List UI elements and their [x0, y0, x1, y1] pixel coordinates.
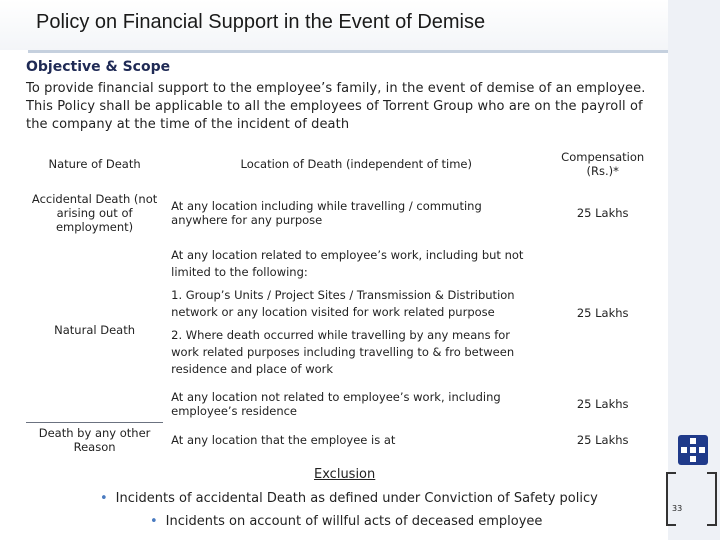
- table-row: [26, 239, 656, 386]
- table-row: [26, 187, 656, 239]
- exclusion-heading: Exclusion: [314, 467, 376, 482]
- location-natural-nonwork: At any location not related to employee’s work, including employee’s residence: [171, 390, 501, 418]
- header-compensation: Compensation (Rs.)*: [561, 150, 645, 178]
- location-natural-work: [163, 239, 549, 386]
- location-accidental: At any location including while travelling / commuting anywhere for any purpose: [171, 199, 482, 227]
- compensation-table: [26, 141, 656, 458]
- exclusion-item: [100, 491, 598, 506]
- table-row: [26, 422, 656, 458]
- compensation-natural-nonwork: 25 Lakhs: [576, 397, 629, 411]
- page-number: 33: [672, 504, 683, 513]
- bullet-icon: •: [100, 491, 108, 506]
- location-other: At any location that the employee is at: [171, 433, 396, 447]
- page-bracket-right: [707, 472, 717, 526]
- page-bracket-left: [666, 472, 676, 526]
- exclusion-text: Incidents of accidental Death as defined under Conviction of Safety policy: [115, 491, 598, 506]
- objective-body: To provide financial support to the employee’s family, in the event of demise of an employee. This Policy shall be applicable to all the employees of Torrent Group who are on the payroll of the company at the time of the incident of death: [26, 81, 646, 132]
- location-natural-point1: 1. Group’s Units / Project Sites / Transmission & Distribution network or any location visited for work related purpose: [171, 288, 515, 319]
- header-nature: Nature of Death: [48, 157, 141, 171]
- exclusion-text: Incidents on account of willful acts of deceased employee: [165, 514, 543, 529]
- location-natural-point2: 2. Where death occurred while travelling by any means for work related purposes including travelling to & fro between residence and place of work: [171, 328, 515, 376]
- bullet-icon: •: [150, 514, 158, 529]
- nature-other: Death by any other Reason: [38, 426, 151, 455]
- table-header-row: [26, 141, 656, 187]
- exclusion-item: [150, 514, 542, 529]
- objective-heading: Objective & Scope: [26, 59, 171, 75]
- nature-natural: Natural Death: [26, 239, 163, 422]
- slide-title: Policy on Financial Support in the Event of Demise: [36, 11, 486, 33]
- compensation-natural-work: 25 Lakhs: [576, 305, 629, 320]
- location-natural-intro: At any location related to employee’s work, including but not limited to the following:: [171, 248, 524, 279]
- title-divider: [28, 50, 668, 53]
- nature-accidental: Accidental Death (not arising out of employment): [31, 192, 158, 234]
- torrent-logo-icon: [678, 435, 708, 465]
- compensation-accidental: 25 Lakhs: [576, 206, 629, 220]
- compensation-other: 25 Lakhs: [576, 433, 629, 447]
- header-location: Location of Death (independent of time): [240, 157, 472, 171]
